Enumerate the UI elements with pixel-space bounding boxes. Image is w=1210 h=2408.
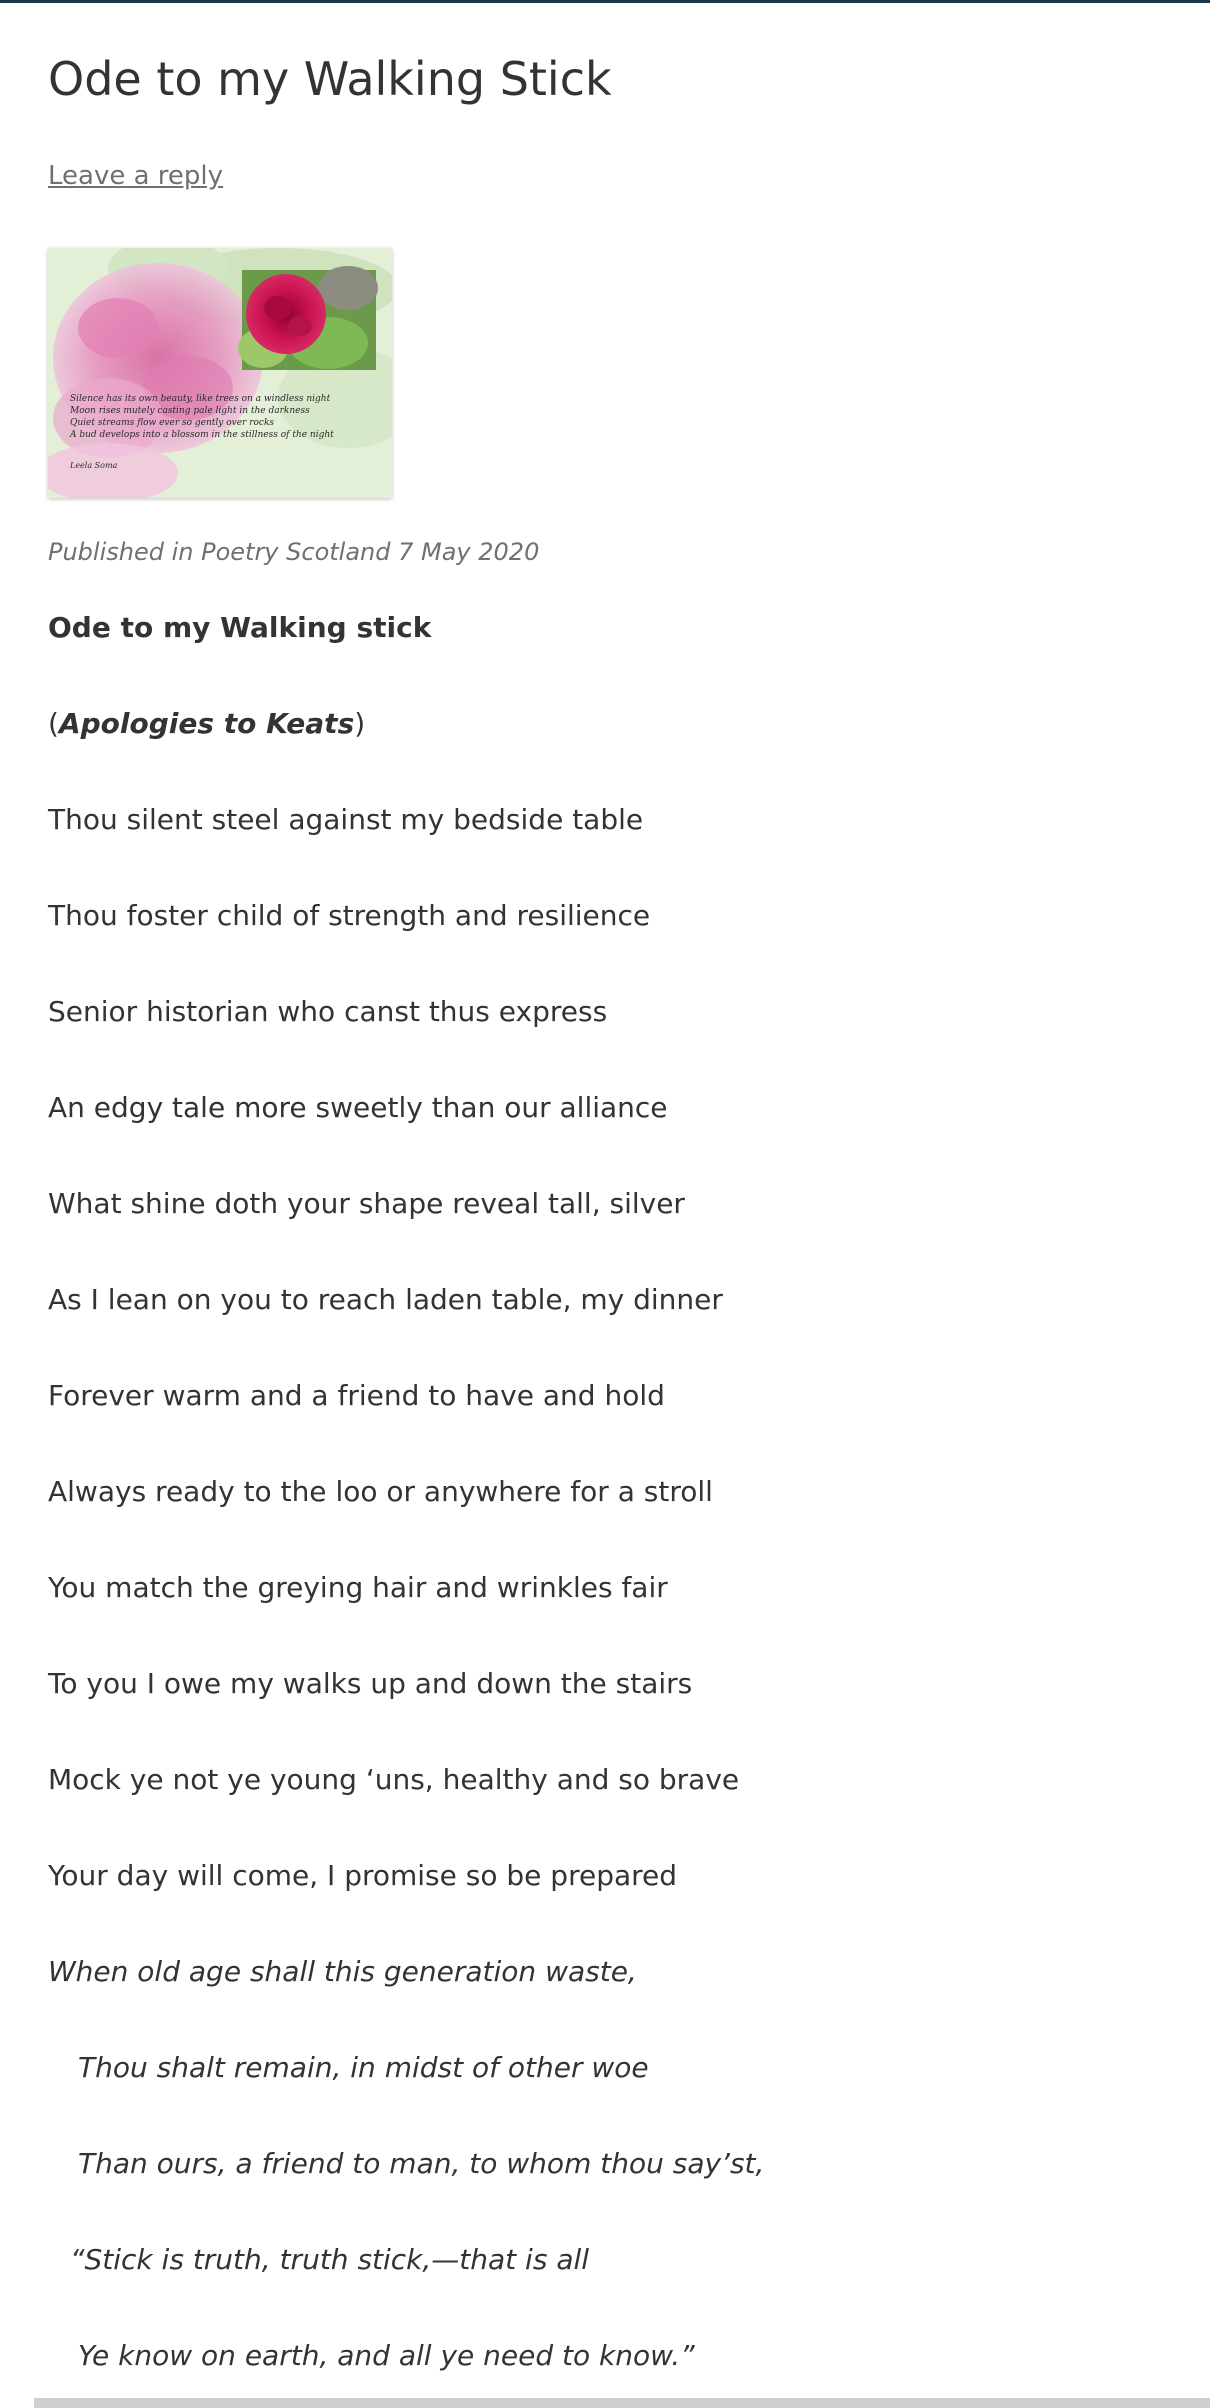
quoted-keats-line: “Stick is truth, truth stick,—that is all [70, 2243, 590, 2276]
poem-line: As I lean on you to reach laden table, my dinner [48, 1283, 723, 1316]
quoted-keats-line: Thou shalt remain, in midst of other woe [78, 2051, 649, 2084]
featured-image[interactable] [48, 248, 392, 498]
publication-note: Published in Poetry Scotland 7 May 2020 [48, 538, 540, 566]
top-border [0, 0, 1210, 3]
svg-text:Quiet streams flow ever so gen: Quiet streams flow ever so gently over rocks [70, 418, 275, 428]
dedication-open-paren: ( [48, 707, 59, 740]
poem-dedication [48, 704, 365, 744]
poem-line: You match the greying hair and wrinkles fair [48, 1571, 668, 1604]
leave-reply-link[interactable]: Leave a reply [48, 161, 224, 191]
horizontal-scrollbar[interactable] [34, 2398, 1210, 2408]
quoted-keats-line: Than ours, a friend to man, to whom thou say’st, [78, 2147, 765, 2180]
svg-text:Silence has its own beauty, li: Silence has its own beauty, like trees on a windless night [70, 394, 331, 404]
poem-line: Senior historian who canst thus express [48, 995, 608, 1028]
poem-line: Thou foster child of strength and resilience [48, 899, 651, 932]
poem-line: What shine doth your shape reveal tall, silver [48, 1187, 685, 1220]
dedication-text: Apologies to Keats [58, 707, 355, 740]
svg-text:A bud develops into a blossom: A bud develops into a blossom in the stillness of the night [70, 430, 334, 440]
poem-line: An edgy tale more sweetly than our alliance [48, 1091, 668, 1124]
poem-line: To you I owe my walks up and down the stairs [48, 1667, 693, 1700]
poem-line: Your day will come, I promise so be prepared [48, 1859, 678, 1892]
poem-line: Thou silent steel against my bedside table [48, 803, 644, 836]
dedication-close-paren: ) [354, 707, 366, 740]
page-title: Ode to my Walking Stick [48, 52, 612, 106]
quoted-keats-line: Ye know on earth, and all ye need to know.” [78, 2339, 695, 2372]
poem-line: Mock ye not ye young ‘uns, healthy and so brave [48, 1763, 740, 1796]
flower-poem-image [48, 248, 392, 498]
svg-text:Moon rises mutely casting pale: Moon rises mutely casting pale light in the darkness [70, 406, 310, 416]
poem-line: Forever warm and a friend to have and hold [48, 1379, 665, 1412]
quoted-keats-line: When old age shall this generation waste, [48, 1955, 637, 1988]
svg-text:Leela Soma: Leela Soma [70, 461, 118, 470]
poem-heading: Ode to my Walking stick [48, 611, 432, 644]
poem-line: Always ready to the loo or anywhere for a stroll [48, 1475, 713, 1508]
